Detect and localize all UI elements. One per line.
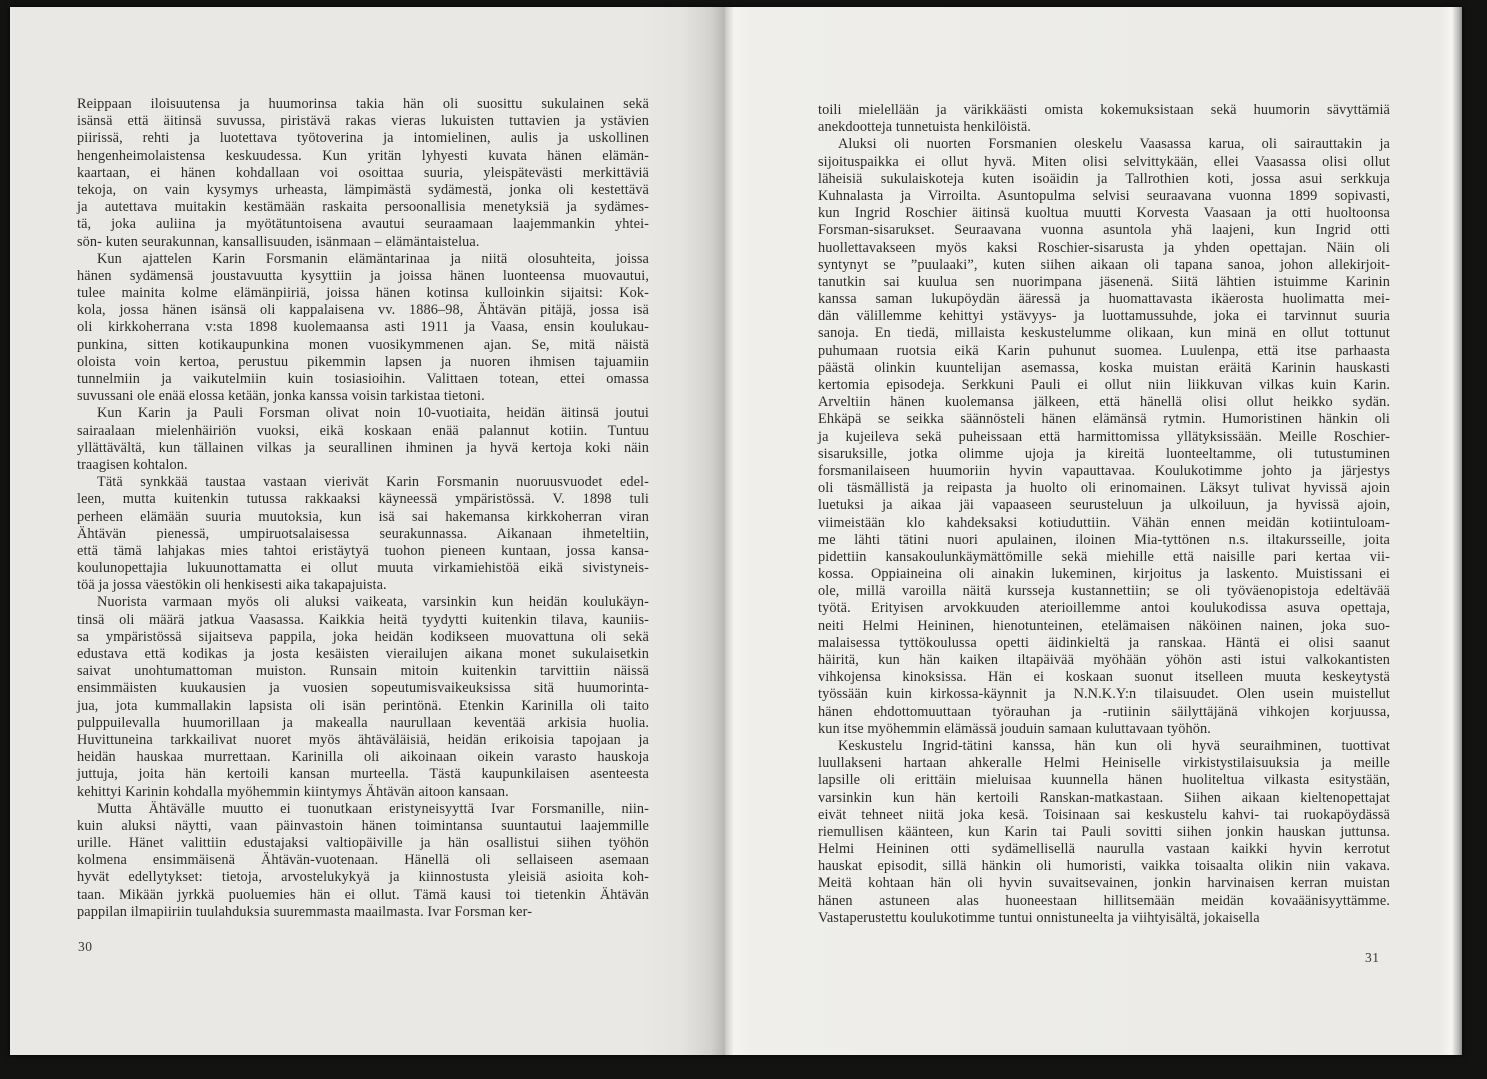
text-line: kehittyi Karinin kohdalla myöhemmin kiintymys Ähtävän aitoon kansaan. — [77, 783, 509, 800]
text-line: ensimmäisten kuukausien ja vuosien sopeutumisvaikeuksissa sitä huumorinta- — [77, 680, 649, 697]
text-line: sa ympäristössä sijaitseva pappila, joka heidän kodikseen muovattuna oli sekä — [77, 628, 649, 645]
text-line: koulunopettajia lukuunottamatta ei ollut muuta virkamiehistöä eikä sivistyneis- — [77, 560, 649, 577]
text-line: häiritä, kun hän kaiken iltapäivää myöhään yöhön asti istui valkokantisten — [818, 652, 1390, 668]
text-line: Reippaan iloisuutensa ja huumorinsa takia hän oli suosittu sukulainen sekä — [77, 96, 649, 112]
text-line: työssään kuin kirkossa-käynnit ja N.N.K.Y:n tilaisuudet. Olen usein muistellut — [818, 686, 1390, 703]
text-line: töä ja jossa väestökin oli henkisesti aika takapajuista. — [77, 577, 387, 594]
text-line: ja autettava muitakin kestämään raskaita persoonallisia menetyksiä ja sydämes- — [77, 199, 649, 216]
text-line: malaisessa tyttökoulussa opetti äidinkieltä ja ranskaa. Häntä ei olisi saanut — [818, 634, 1390, 651]
text-line: tinsä oli määrä jatkua Vaasassa. Kaikkia heitä tyydytti kuitenkin tilava, kauniis- — [77, 611, 649, 628]
text-line: lapsille oli erittäin mieluisaa kuunnella hänen huoliteltua vilkasta esitystään, — [818, 772, 1390, 789]
text-line: päästä olinkin kuuntelijan asemassa, koska muistan eräitä Karinin hauskasti — [818, 359, 1390, 376]
text-line: oli täsmällistä ja reipasta ja huolto oli erinomainen. Läksyt tulivat hyvissä ajoin — [818, 480, 1390, 497]
text-line: sön- kuten seurakunnan, kansallisuuden, isänmaan – elämäntaistelua. — [77, 233, 480, 250]
text-line: tekoja, on vain kysymys urheasta, lämpimästä sydämestä, jonka oli kestettävä — [77, 181, 649, 198]
text-line: pidettiin kansakoulunkäymättömille sekä miehille että naisille pari kertaa vii- — [818, 548, 1390, 565]
text-line: hyvät edellytykset: tietoja, arvostelukykyä ja kiinnostusta yleisiä asioita koh- — [77, 869, 649, 886]
text-line: kertomia episodeja. Serkkuni Pauli ei ollut niin liikkuvan vilkas kuin Karin. — [818, 377, 1390, 393]
text-line: tä, joka auliina ja myötätuntoisena avautui seuraamaan laajemmankin yhtei- — [77, 216, 649, 233]
text-line: kossa. Oppiaineina oli ainakin lukeminen, kirjoitus ja laskento. Muistissani ei — [818, 566, 1390, 583]
text-line: tanutkin sai kuulua sen nuorimpana jäsenenä. Siitä lähtien istuimme Karinin — [818, 273, 1390, 290]
text-line: isänsä että äitinsä suvussa, piristävä rakas vieras lukuisten tuttavien ja ystävien — [77, 113, 649, 130]
text-line: viimeistään klo kahdeksaksi kotiuduttiin. Vähän ennen meidän kotiintuloam- — [818, 514, 1390, 531]
text-line: Ehkäpä se seikka säännösteli hänen elämänsä rytmin. Humoristinen hänkin oli — [818, 411, 1390, 428]
text-line: juttuja, joita hän kertoili kansan murteella. Tästä kaupunkilaisen asenteesta — [77, 766, 649, 783]
text-line: Ähtävän pienessä, umpiruotsalaisessa seurakunnassa. Aikanaan ihmeteltiin, — [77, 525, 649, 542]
text-line: anekdootteja tunnetuista henkilöistä. — [818, 119, 1031, 136]
text-line: Arveltiin hänen kuolemansa jälkeen, että hänellä olisi ollut heikko sydän. — [818, 394, 1390, 411]
text-line: hengenheimolaistensa keskuudessa. Kun yritän lyhyesti kuvata hänen elämän- — [77, 147, 649, 164]
text-line: leen, mutta kuitenkin tutussa rakkaaksi käyneessä ympäristössä. V. 1898 tuli — [77, 491, 649, 508]
text-line: eivät tehneet niitä joka kesä. Toisinaan sai keskustelu kahvi- tai ruokapöydässä — [818, 806, 1390, 823]
text-line: Kuhnalasta ja Virroilta. Asuntopulma selvisi seuraavana vuonna 1899 sopivasti, — [818, 187, 1390, 204]
text-line: tulee mainita kolme elämänpiiriä, joissa hänen kotinsa kulloinkin sijaitsi: Kok- — [77, 285, 649, 302]
text-line: kanssa saman lukupöydän ääressä ja huomattavasta ikäerosta huolimatta mei- — [818, 291, 1390, 308]
text-line: riemullisen käänteen, kun Karin tai Pauli sovitti siihen jonkin hauskan juttunsa. — [818, 823, 1390, 840]
text-line: jua, jota kummallakin lapsista oli isän perintönä. Etenkin Karinilla oli taito — [77, 697, 649, 714]
left-page-number: 30 — [78, 939, 93, 954]
text-line: pappilan ilmapiiriin tuulahduksia suuremmasta maailmasta. Ivar Forsman ker- — [77, 903, 533, 920]
text-line: neiti Helmi Heininen, hienotunteinen, etelämaisen näköinen nainen, joka suo- — [818, 617, 1390, 634]
text-line: hänen ehdottomuuttaan työrauhan ja -rutiinin säilyttäjänä vihkojen korjuussa, — [818, 703, 1390, 720]
text-line: puhumaan ruotsia eikä Karin puhunut suomea. Luulenpa, että itse parhaasta — [818, 342, 1390, 359]
text-line: luetuksi ja aikaa jäi vapaaseen seurusteluun ja ulkoiluun, ja hyvissä ajoin, — [818, 497, 1390, 514]
text-line: saivat unohtumattoman muiston. Runsain mitoin kuitenkin tarvittiin näissä — [77, 663, 649, 680]
left-page-text — [77, 96, 649, 921]
text-line: Aluksi oli nuorten Forsmanien oleskelu Vaasassa karua, oli sairauttakin ja — [838, 136, 1390, 153]
text-line: Meitä kohtaan hän oli hyvin suvaitsevainen, jonkin harvinaisen kerran muistan — [818, 875, 1390, 892]
text-line: kaartaan, ei hänen kohdallaan voi osoittaa suuria, yleispätevästi merkittäviä — [77, 164, 649, 181]
text-line: punkina, sitten kotikaupunkina monen vuosikymmenen ajan. Se, mitä näistä — [77, 336, 649, 353]
text-line: Nuorista varmaan myös oli aluksi vaikeata, varsinkin kun heidän koulukäyn- — [97, 594, 649, 611]
text-line: vihkojensa kinoksissa. Hän ei koskaan suonut itselleen muuta keskeytystä — [818, 669, 1390, 686]
text-line: kuin aluksi näytti, vaan päinvastoin hänen toimintansa suuntautui laajemmille — [77, 817, 649, 834]
text-line: oloista voin kertoa, perustuu pikemmin lapsen ja nuoren ihmisen tajuamiin — [77, 353, 649, 370]
text-line: kolmena ensimmäisenä Ähtävän-vuotenaan. Hänellä oli sellaiseen asemaan — [77, 852, 649, 869]
right-page-text — [818, 102, 1390, 927]
text-line: sairaalaan mielenhäiriön vuoksi, eikä koskaan enää palannut kotiin. Tuntuu — [77, 422, 649, 439]
text-line: syntynyt se ”puulaaki”, kuten siihen aikaan oli tapana sanoa, johon allekirjoit- — [818, 256, 1390, 273]
text-line: sisaruksille, jotka olimme ujoja ja kireitä luonteeltamme, oli tutustuminen — [818, 445, 1390, 462]
text-line: huollettavakseen myös kaksi Roschier-sisarusta ja yhden opettajan. Näin oli — [818, 239, 1390, 256]
text-line: Huvittuneina tarkkailivat nuoret myös ähtäväläisiä, heidän erikoisia tapojaan ja — [77, 731, 649, 748]
text-line: traagisen kohtalon. — [77, 456, 188, 473]
text-line: perheen elämään suuria muutoksia, kun isä sai hakemansa kirkkoherran viran — [77, 508, 649, 525]
text-line: piirissä, rehti ja luotettava työtoverina ja intomielinen, aulis ja uskollinen — [77, 130, 649, 147]
text-line: hänen sydämensä joustavuutta kysyttiin ja joissa hänen luonteensa muovautui, — [77, 267, 649, 284]
text-line: ole, millä varoilla näitä kursseja kustannettiin; se oli työväenopistoja edeltävää — [818, 583, 1390, 600]
text-line: kun itse myöhemmin elämässä jouduin samaan kuluttavaan työhön. — [818, 720, 1211, 737]
text-line: hauskat episodit, sillä hänkin oli humoristi, vaikka toisaalta olikin niin vakava. — [818, 858, 1390, 875]
left-page — [10, 7, 725, 1055]
text-line: kun Ingrid Roschier äitinsä kuoltua muutti Korvesta Vaasaan ja otti huoltoonsa — [818, 205, 1390, 222]
right-page-number: 31 — [1365, 950, 1380, 965]
text-line: pulppuilevalla huumorillaan ja makealla naurullaan keventää arkisia huolia. — [77, 714, 649, 731]
text-line: heidän hauskaa murrettaan. Karinilla oli aikoinaan oikein varasto hauskoja — [77, 749, 649, 766]
text-line: kola, jossa hänen isänsä oli kappalaisena vv. 1886–98, Ähtävän pitäjä, jossa isä — [77, 302, 649, 319]
text-line: sanoja. En tiedä, millaista keskustelumme olikaan, kun minä en ollut tottunut — [818, 325, 1390, 342]
text-line: dän välillemme kehittyi ystävyys- ja luottamussuhde, joka ei tarvinnut suuria — [818, 308, 1390, 325]
text-line: toili mielellään ja värikkäästi omista kokemuksistaan sekä huumorin sävyttämiä — [818, 102, 1390, 118]
right-page — [725, 7, 1462, 1055]
text-line: sijoituspaikka ei ollut hyvä. Miten olisi selvittykään, ellei Vaasassa olisi ollut — [818, 153, 1390, 170]
text-line: Kun Karin ja Pauli Forsman olivat noin 10-vuotiaita, heidän äitinsä joutui — [97, 405, 649, 422]
text-line: hänen astuneen alas huoneestaan hillitsemään meidän kovaäänisyyttämme. — [818, 892, 1390, 909]
text-line: Keskustelu Ingrid-tätini kanssa, hän kun oli hyvä seuraihminen, tuottivat — [838, 737, 1390, 754]
text-line: oli kirkkoherrana v:sta 1898 kuolemaansa asti 1911 ja Vaasa, ensin koulukau- — [77, 319, 649, 336]
text-line: tunnelmiin ja vaikutelmiin kuin tosiasioihin. Valittaen totean, ettei omassa — [77, 371, 649, 387]
text-line: urille. Hänet valittiin edustajaksi valtiopäiville ja hän osallistui siihen työhön — [77, 835, 649, 852]
text-line: Vastaperustettu koulukotimme tuntui onnistuneelta ja viihtyisältä, jokaisella — [818, 909, 1260, 926]
text-line: Mutta Ähtävälle muutto ei tuonutkaan eristyneisyyttä Ivar Forsmanille, niin- — [97, 800, 649, 817]
text-line: ja kujeileva sekä puheissaan että harmittomissa yllätyksissään. Meille Roschier- — [818, 428, 1390, 445]
text-line: työtä. Erityisen arvokkuuden aterioillemme antoi koulukodissa asuva opettaja, — [818, 600, 1390, 617]
text-line: Forsman-sisarukset. Seuraavana vuonna asuntola yhä laajeni, kun Ingrid otti — [818, 222, 1390, 239]
text-line: yllättävältä, kun tällainen vilkas ja seurallinen ihminen ja hyvä kertoja koki näin — [77, 439, 649, 456]
text-line: me lähti tätini nuori apulainen, iloinen Mia-tyttönen n.s. iltakursseille, joita — [818, 531, 1390, 548]
text-line: edustava että kodikas ja josta kesäisten vierailujen aikana monet sukulaisetkin — [77, 646, 649, 662]
text-line: luullakseni hartaan ahkeralle Helmi Heiniselle virkistystilaisuuksia ja meille — [818, 755, 1390, 772]
book-spread — [10, 7, 1462, 1055]
text-line: varsinkin kun hän kertoili Ranskan-matkastaan. Siihen aikaan kieltenopettajat — [818, 789, 1390, 806]
text-line: läheisiä sukulaiskoteja kuten isoäidin ja Tallrothien koti, jossa asui serkkuja — [818, 170, 1390, 187]
text-line: Helmi Heininen otti sydämellisellä naurulla vastaan kaikki hyvin kerrotut — [818, 841, 1390, 858]
text-line: forsmanilaiseen huumoriin hyvin vapauttavaa. Koulukotimme johto ja järjestys — [818, 462, 1390, 479]
text-line: Tätä synkkää taustaa vastaan vierivät Karin Forsmanin nuoruusvuodet edel- — [97, 474, 649, 491]
text-line: että tämä lahjakas mies tahtoi eristäytyä tuohon pieneen kuntaan, jossa kansa- — [77, 542, 649, 559]
text-line: Kun ajattelen Karin Forsmanin elämäntarinaa ja niitä olosuhteita, joissa — [97, 250, 649, 267]
text-line: taan. Mikään jyrkkä puoluemies hän ei ollut. Tämä kausi toi tietenkin Ähtävän — [77, 886, 649, 903]
text-line: suvussani ole enää elossa ketään, jonka kanssa voisin tarkistaa tietoni. — [77, 388, 485, 405]
